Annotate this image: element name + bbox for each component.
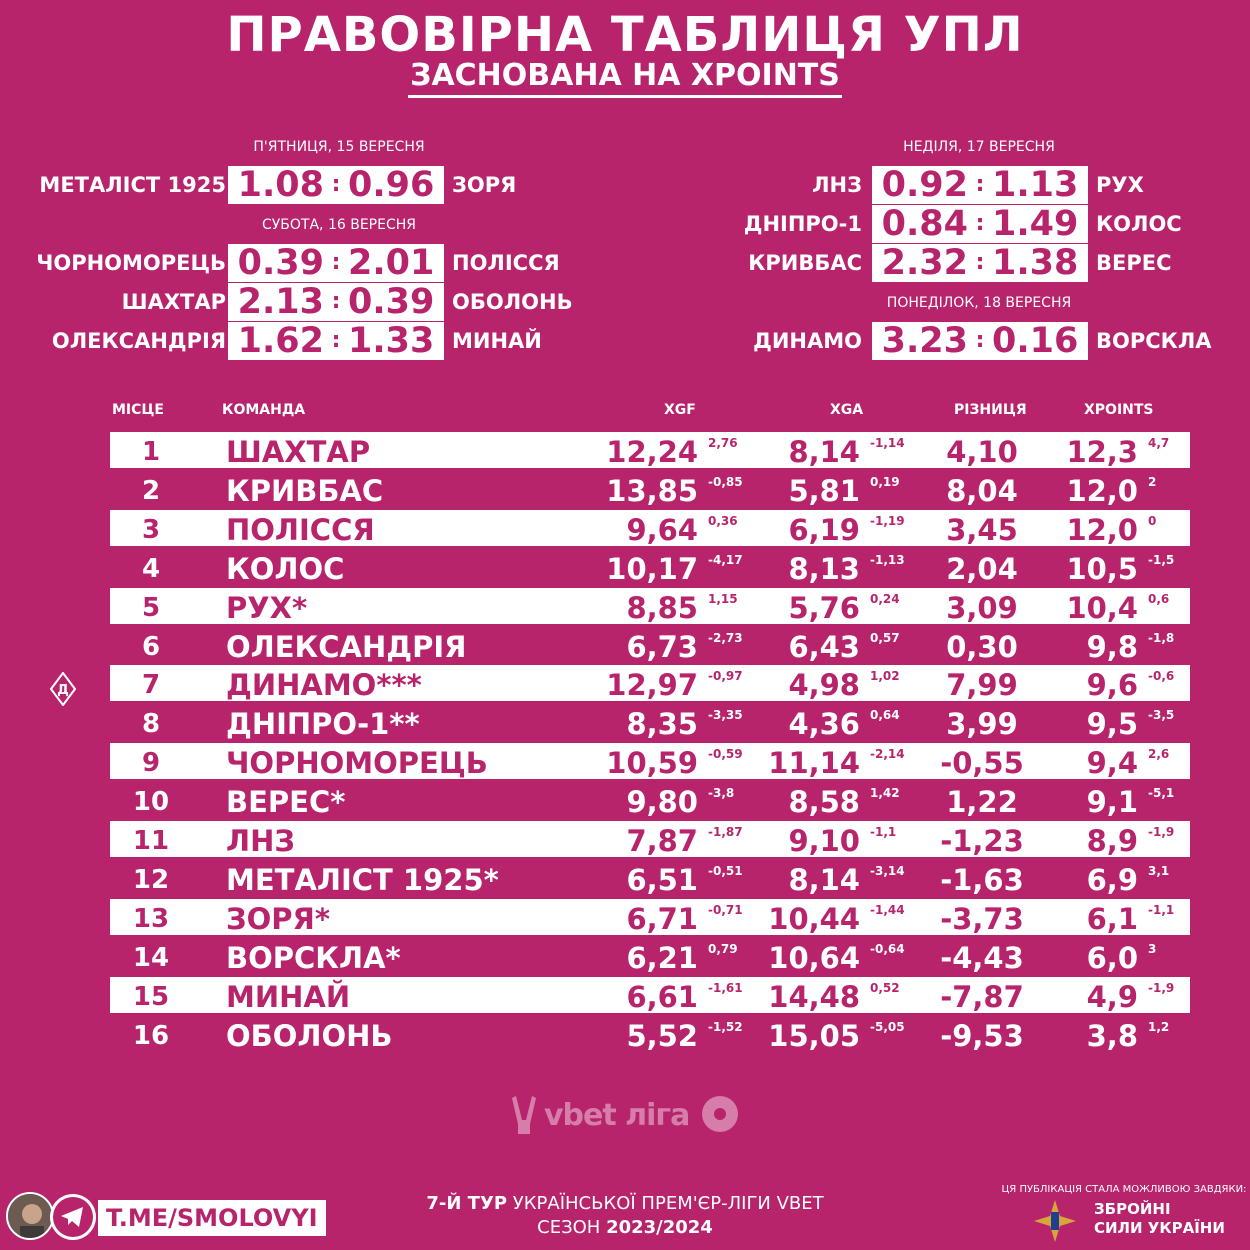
- team-cell: ВЕРЕС*: [226, 785, 346, 819]
- xgf-cell: 10,17: [606, 552, 698, 586]
- xgf-delta: -3,8: [708, 786, 735, 800]
- xga-cell: 5,81: [788, 474, 860, 508]
- position-cell: 7: [141, 670, 161, 700]
- xga-delta: 0,24: [870, 592, 900, 606]
- xpoints-cell: 6,9: [1086, 863, 1138, 897]
- team-cell: ОЛЕКСАНДРІЯ: [226, 630, 467, 664]
- xgf-delta: -2,73: [708, 631, 743, 645]
- table-row: [110, 549, 1190, 585]
- xpoints-delta: -1,9: [1148, 825, 1175, 839]
- diff-cell: 3,99: [946, 707, 1018, 741]
- xga-delta: -1,44: [870, 903, 905, 917]
- xpoints-delta: -1,1: [1148, 903, 1175, 917]
- xga-cell: 4,98: [788, 668, 860, 702]
- home-team: ОЛЕКСАНДРІЯ: [51, 329, 226, 353]
- xgf-delta: 0,79: [708, 942, 738, 956]
- table-row: [110, 743, 1190, 779]
- team-cell: ВОРСКЛА*: [226, 941, 401, 975]
- home-xg: 1.08: [237, 165, 324, 205]
- xpoints-cell: 12,0: [1066, 474, 1138, 508]
- table-row: [110, 432, 1190, 468]
- xpoints-cell: 12,0: [1066, 513, 1138, 547]
- header-diff: РІЗНИЦЯ: [954, 402, 1027, 418]
- xga-delta: 0,19: [870, 475, 900, 489]
- team-cell: ЛНЗ: [226, 824, 295, 858]
- diff-cell: 2,04: [946, 552, 1018, 586]
- table-row: [110, 704, 1190, 740]
- table-row: [110, 782, 1190, 818]
- team-cell: ДИНАМО***: [226, 668, 422, 702]
- score-box: [872, 166, 1088, 204]
- home-xg: 2.32: [881, 243, 968, 283]
- xga-cell: 11,14: [768, 746, 860, 780]
- team-cell: МЕТАЛІСТ 1925*: [226, 863, 499, 897]
- match-4: [0, 166, 1250, 204]
- team-cell: ЧОРНОМОРЕЦЬ: [226, 746, 488, 780]
- xpoints-delta: -5,1: [1148, 786, 1175, 800]
- xgf-cell: 10,59: [606, 746, 698, 780]
- diff-cell: 3,09: [946, 591, 1018, 625]
- xgf-cell: 7,87: [626, 824, 698, 858]
- sponsor-caption: ЦЯ ПУБЛІКАЦІЯ СТАЛА МОЖЛИВОЮ ЗАВДЯКИ:: [1001, 1184, 1247, 1195]
- away-xg: 0.39: [348, 282, 435, 322]
- victory-hand-icon: [510, 1094, 540, 1138]
- score-box: [872, 205, 1088, 243]
- xga-delta: -1,14: [870, 436, 905, 450]
- xgf-cell: 6,73: [626, 630, 698, 664]
- xpoints-delta: 2,6: [1148, 747, 1170, 761]
- home-team: ДНІПРО-1: [743, 212, 862, 236]
- subtitle-text: ЗАСНОВАНА НА XPOINTS: [408, 58, 842, 98]
- xgf-cell: 6,21: [626, 941, 698, 975]
- score-separator: :: [331, 328, 341, 353]
- table-row: [110, 938, 1190, 974]
- xga-delta: -1,19: [870, 514, 905, 528]
- team-cell: КРИВБАС: [226, 474, 384, 508]
- team-cell: МИНАЙ: [226, 980, 351, 1014]
- table-row: [110, 510, 1190, 546]
- away-team: ВЕРЕС: [1096, 251, 1172, 275]
- home-team: КРИВБАС: [748, 251, 862, 275]
- away-team: КОЛОС: [1096, 212, 1182, 236]
- diff-cell: -1,23: [940, 824, 1024, 858]
- position-cell: 2: [141, 476, 161, 506]
- score-separator: :: [331, 250, 341, 275]
- away-xg: 1.49: [992, 204, 1079, 244]
- away-xg: 1.13: [992, 165, 1079, 205]
- xga-cell: 8,13: [788, 552, 860, 586]
- xga-delta: 1,42: [870, 786, 900, 800]
- home-team: ЧОРНОМОРЕЦЬ: [36, 251, 226, 275]
- xpoints-cell: 6,1: [1086, 902, 1138, 936]
- sponsor-name: [1094, 1200, 1225, 1238]
- xga-delta: -1,1: [870, 825, 897, 839]
- telegram-link[interactable]: T.ME/SMOLOVYI: [98, 1200, 326, 1236]
- xgf-cell: 6,71: [626, 902, 698, 936]
- season-value: 2023/2024: [606, 1217, 713, 1238]
- svg-text:Д: Д: [57, 683, 69, 698]
- team-cell: ЗОРЯ*: [226, 902, 331, 936]
- table-row: [110, 860, 1190, 896]
- away-xg: 2.01: [348, 243, 435, 283]
- sponsor-line1: ЗБРОЙНІ: [1094, 1200, 1171, 1218]
- xga-delta: -1,13: [870, 553, 905, 567]
- match-7: [0, 322, 1250, 360]
- team-cell: ДНІПРО-1**: [226, 707, 420, 741]
- diff-cell: -7,87: [940, 980, 1024, 1014]
- team-cell: КОЛОС: [226, 552, 345, 586]
- day-label-saturday: СУБОТА, 16 ВЕРЕСНЯ: [262, 217, 416, 233]
- position-cell: 16: [132, 1021, 170, 1051]
- season-prefix: СЕЗОН: [537, 1217, 601, 1238]
- xga-delta: 1,02: [870, 669, 900, 683]
- vbet-liga-logo: [510, 1090, 740, 1142]
- xgf-cell: 13,85: [606, 474, 698, 508]
- avatar-face-icon: [8, 1194, 54, 1240]
- ball-icon: [700, 1094, 740, 1134]
- zsu-emblem-icon: [1032, 1198, 1078, 1244]
- position-cell: 8: [141, 709, 161, 739]
- xpoints-delta: 3,1: [1148, 864, 1170, 878]
- table-row: [110, 899, 1190, 935]
- xpoints-cell: 6,0: [1086, 941, 1138, 975]
- telegram-icon[interactable]: [50, 1194, 96, 1240]
- xgf-delta: 1,15: [708, 592, 738, 606]
- xga-delta: 0,64: [870, 708, 900, 722]
- header-team: КОМАНДА: [222, 402, 306, 418]
- sponsor-line2: СИЛИ УКРАЇНИ: [1094, 1219, 1225, 1237]
- xgf-delta: -0,59: [708, 747, 743, 761]
- diff-cell: -1,63: [940, 863, 1024, 897]
- xgf-cell: 12,24: [606, 435, 698, 469]
- away-xg: 0.96: [348, 165, 435, 205]
- day-label-sunday: НЕДІЛЯ, 17 ВЕРЕСНЯ: [903, 139, 1055, 155]
- away-team: ОБОЛОНЬ: [452, 290, 573, 314]
- xga-delta: -2,14: [870, 747, 905, 761]
- diff-cell: 3,45: [946, 513, 1018, 547]
- round-number: 7-Й ТУР: [426, 1193, 508, 1214]
- away-team: ПОЛІССЯ: [452, 251, 560, 275]
- away-xg: 1.33: [348, 321, 435, 361]
- xga-cell: 6,43: [788, 630, 860, 664]
- xpoints-cell: 12,3: [1066, 435, 1138, 469]
- position-cell: 11: [132, 826, 170, 856]
- away-team: ВОРСКЛА: [1096, 329, 1212, 353]
- table-row: [110, 627, 1190, 663]
- home-xg: 2.13: [237, 282, 324, 322]
- header-xgf: XGF: [664, 402, 696, 418]
- xga-cell: 6,19: [788, 513, 860, 547]
- position-cell: 4: [141, 554, 161, 584]
- xpoints-delta: 1,2: [1148, 1020, 1170, 1034]
- xgf-delta: -3,35: [708, 708, 743, 722]
- xpoints-cell: 9,8: [1086, 630, 1138, 664]
- day-label-monday: ПОНЕДІЛОК, 18 ВЕРЕСНЯ: [886, 295, 1072, 311]
- diff-cell: -3,73: [940, 902, 1024, 936]
- table-row: [110, 977, 1190, 1013]
- position-cell: 13: [132, 904, 170, 934]
- xga-cell: 4,36: [788, 707, 860, 741]
- xga-delta: -0,64: [870, 942, 905, 956]
- position-cell: 5: [141, 593, 161, 623]
- score-separator: :: [975, 211, 985, 236]
- round-league: УКРАЇНСЬКОЇ ПРЕМ'ЄР-ЛІГИ VBET: [512, 1193, 824, 1214]
- xpoints-delta: -1,8: [1148, 631, 1175, 645]
- xgf-cell: 12,97: [606, 668, 698, 702]
- team-cell: РУХ*: [226, 591, 308, 625]
- position-cell: 10: [132, 787, 170, 817]
- score-separator: :: [331, 289, 341, 314]
- xpoints-delta: -0,6: [1148, 669, 1175, 683]
- position-cell: 9: [141, 748, 161, 778]
- xpoints-delta: 0: [1148, 514, 1157, 528]
- xgf-delta: -1,61: [708, 981, 743, 995]
- xgf-delta: 0,36: [708, 514, 738, 528]
- diff-cell: 4,10: [946, 435, 1018, 469]
- page-title: ПРАВОВІРНА ТАБЛИЦЯ УПЛ: [226, 7, 1024, 63]
- home-team: ЛНЗ: [812, 173, 862, 197]
- header-xga: XGA: [830, 402, 864, 418]
- xga-cell: 9,10: [788, 824, 860, 858]
- xpoints-cell: 10,5: [1066, 552, 1138, 586]
- xgf-cell: 6,61: [626, 980, 698, 1014]
- header-xpoints: XPOINTS: [1084, 402, 1154, 418]
- xpoints-cell: 9,5: [1086, 707, 1138, 741]
- xgf-delta: 2,76: [708, 436, 738, 450]
- xpoints-cell: 10,4: [1066, 591, 1138, 625]
- score-box: [228, 283, 444, 321]
- score-box: [872, 244, 1088, 282]
- xga-cell: 8,14: [788, 435, 860, 469]
- away-team: МИНАЙ: [452, 329, 542, 353]
- match-6: [0, 244, 1250, 282]
- xgf-delta: -0,85: [708, 475, 743, 489]
- xpoints-delta: 3: [1148, 942, 1157, 956]
- xga-cell: 8,14: [788, 863, 860, 897]
- table-row: [110, 1016, 1190, 1052]
- xpoints-delta: -1,5: [1148, 553, 1175, 567]
- away-team: ЗОРЯ: [452, 173, 517, 197]
- position-cell: 1: [141, 437, 161, 467]
- xgf-cell: 9,80: [626, 785, 698, 819]
- home-xg: 3.23: [881, 321, 968, 361]
- xgf-delta: -1,87: [708, 825, 743, 839]
- xgf-delta: -0,97: [708, 669, 743, 683]
- score-separator: :: [331, 172, 341, 197]
- match-5: [0, 205, 1250, 243]
- xga-cell: 10,64: [768, 941, 860, 975]
- home-team: ДИНАМО: [753, 329, 862, 353]
- table-row: [110, 821, 1190, 857]
- table-row: [110, 471, 1190, 507]
- xpoints-delta: 4,7: [1148, 436, 1170, 450]
- day-label-friday: П'ЯТНИЦЯ, 15 ВЕРЕСНЯ: [253, 139, 425, 155]
- xpoints-cell: 9,6: [1086, 668, 1138, 702]
- xpoints-cell: 9,1: [1086, 785, 1138, 819]
- xga-cell: 10,44: [768, 902, 860, 936]
- xga-delta: 0,52: [870, 981, 900, 995]
- dynamo-logo-icon: [50, 672, 76, 706]
- score-separator: :: [975, 328, 985, 353]
- position-cell: 15: [132, 982, 170, 1012]
- xga-delta: -3,14: [870, 864, 905, 878]
- home-xg: 0.39: [237, 243, 324, 283]
- xgf-cell: 9,64: [626, 513, 698, 547]
- xgf-delta: -4,17: [708, 553, 743, 567]
- xgf-delta: -1,52: [708, 1020, 743, 1034]
- diff-cell: -4,43: [940, 941, 1024, 975]
- xgf-cell: 8,35: [626, 707, 698, 741]
- vbet-logo-text: vbet ліга: [544, 1098, 690, 1133]
- avatar: [6, 1192, 54, 1240]
- diff-cell: -9,53: [940, 1019, 1024, 1053]
- page-subtitle: [0, 58, 1250, 94]
- team-cell: ПОЛІССЯ: [226, 513, 375, 547]
- home-xg: 0.84: [881, 204, 968, 244]
- table-row: [110, 665, 1190, 701]
- xpoints-delta: -1,9: [1148, 981, 1175, 995]
- position-cell: 3: [141, 515, 161, 545]
- xpoints-delta: -3,5: [1148, 708, 1175, 722]
- xgf-cell: 8,85: [626, 591, 698, 625]
- match-2: [0, 283, 1250, 321]
- away-xg: 1.38: [992, 243, 1079, 283]
- xga-cell: 15,05: [768, 1019, 860, 1053]
- xga-cell: 14,48: [768, 980, 860, 1014]
- round-info: [350, 1192, 900, 1240]
- diff-cell: 8,04: [946, 474, 1018, 508]
- diff-cell: -0,55: [940, 746, 1024, 780]
- xga-cell: 5,76: [788, 591, 860, 625]
- xga-delta: 0,57: [870, 631, 900, 645]
- position-cell: 6: [141, 632, 161, 662]
- xga-delta: -5,05: [870, 1020, 905, 1034]
- xgf-delta: -0,71: [708, 903, 743, 917]
- score-box: [872, 322, 1088, 360]
- score-separator: :: [975, 250, 985, 275]
- home-xg: 0.92: [881, 165, 968, 205]
- table-row: [110, 588, 1190, 624]
- score-separator: :: [975, 172, 985, 197]
- xgf-delta: -0,51: [708, 864, 743, 878]
- home-team: МЕТАЛІСТ 1925: [39, 173, 226, 197]
- team-cell: ОБОЛОНЬ: [226, 1019, 393, 1053]
- xgf-cell: 5,52: [626, 1019, 698, 1053]
- position-cell: 12: [132, 865, 170, 895]
- position-cell: 14: [132, 943, 170, 973]
- xpoints-cell: 4,9: [1086, 980, 1138, 1014]
- away-team: РУХ: [1096, 173, 1144, 197]
- header-place: МІСЦЕ: [112, 402, 164, 418]
- away-xg: 0.16: [992, 321, 1079, 361]
- home-team: ШАХТАР: [121, 290, 226, 314]
- xpoints-cell: 3,8: [1086, 1019, 1138, 1053]
- diff-cell: 7,99: [946, 668, 1018, 702]
- xpoints-cell: 9,4: [1086, 746, 1138, 780]
- home-xg: 1.62: [237, 321, 324, 361]
- table-header: [0, 402, 1250, 422]
- diff-cell: 0,30: [946, 630, 1018, 664]
- xga-cell: 8,58: [788, 785, 860, 819]
- xgf-cell: 6,51: [626, 863, 698, 897]
- team-cell: ШАХТАР: [226, 435, 371, 469]
- xpoints-delta: 2: [1148, 475, 1157, 489]
- diff-cell: 1,22: [946, 785, 1018, 819]
- xpoints-delta: 0,6: [1148, 592, 1170, 606]
- xpoints-cell: 8,9: [1086, 824, 1138, 858]
